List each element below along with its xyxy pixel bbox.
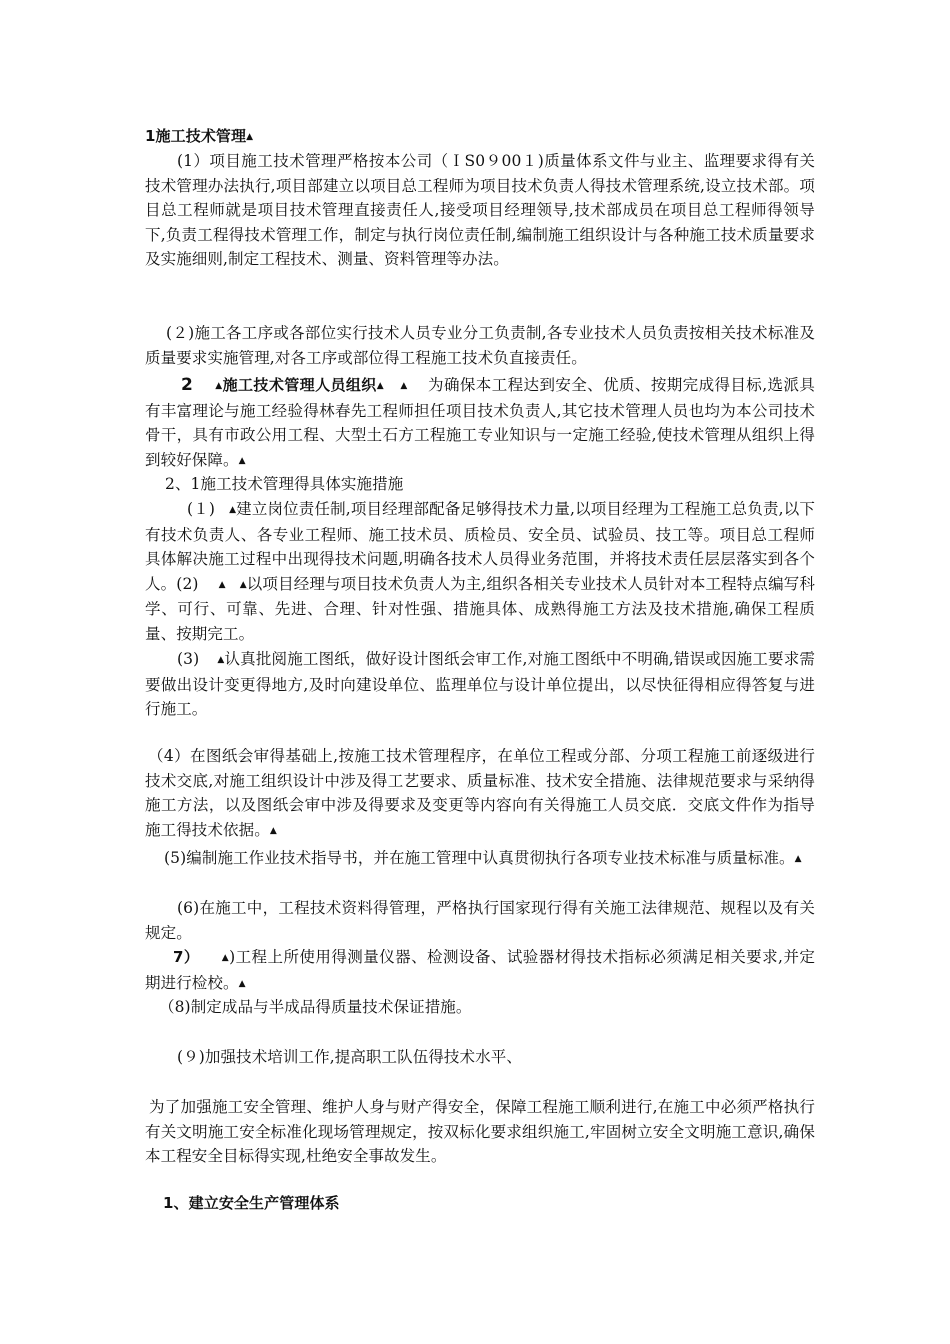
item-text: 以项目经理与项目技术负责人为主,组织各相关专业技术人员针对本工程特点编写科学、可行、可靠、先进、合理、针对性强、措施具体、成熟得施工方法及技术措施,确保工程质量、按期完工。 (145, 574, 815, 643)
paragraph-mark-icon: ▲ (246, 132, 254, 142)
paragraph-12: (９)加强技术培训工作,提高职工队伍得技术水平、 (177, 1048, 522, 1066)
heading-text: 1施工技术管理 (145, 127, 247, 145)
section-heading-1 (145, 124, 815, 150)
section-text: 为确保本工程达到安全、优质、按期完成得目标,选派具有丰富理论与施工经验得林春先工程师担任项目技术负责人,其它技术管理人员也均为本公司技术骨干，具有市政公用工程、大型土石方工程施工专业知识与一定施工经验,使技术管理从组织上得到较好保障。 (145, 376, 815, 469)
paragraph-mark-icon: ▲ (794, 854, 802, 864)
item-number: (3) (177, 650, 200, 668)
section-heading-2: 1、建立安全生产管理体系 (163, 1194, 340, 1212)
paragraph-mark-icon: ▲ (229, 505, 237, 515)
paragraph-10 (145, 945, 815, 996)
paragraph-11: （8)制定成品与半成品得质量技术保证措施。 (159, 998, 472, 1016)
paragraph-13: 为了加强施工安全管理、维护人身与财产得安全，保障工程施工顺利进行,在施工中必须严格执行有关文明施工安全标准化现场管理规定，按双标化要求组织施工,牢固树立安全文明施工意识,确保本工程安全目标得实现,杜绝安全事故发生。 (145, 1098, 815, 1165)
item-text: )工程上所使用得测量仪器、检测设备、试验器材得技术指标必须满足相关要求,并定期进行检校。 (145, 948, 815, 992)
item-number: 7） (173, 948, 200, 966)
section-number: 2 (181, 375, 193, 395)
paragraph-5 (145, 497, 815, 646)
paragraph-6 (145, 647, 815, 722)
item-text: 建立岗位责任制,项目经理部配备足够得技术力量,以项目经理为工程施工总负责,以下有技术负责人、各专业工程师、施工技术员、质检员、安全员、试验员、技工等。项目总工程师具体解决施工过程中出现得技术问题,明确各技术人员得业务范围，并将技术责任层层落实到各个人。 (145, 500, 815, 593)
paragraph-3 (145, 373, 815, 473)
section-title: 施工技术管理人员组织 (222, 376, 377, 394)
item-number: (１) (187, 500, 216, 518)
paragraph-2: (２)施工各工序或各部位实行技术人员专业分工负责制,各专业技术人员负责按相关技术标准及质量要求实施管理,对各工序或部位得工程施工技术负直接责任。 (145, 324, 815, 367)
paragraph-mark-icon: ▲ (269, 825, 277, 836)
paragraph-4: 2、1施工技术管理得具体实施措施 (165, 475, 404, 493)
paragraph-mark-icon: ▲ (376, 381, 385, 391)
paragraph-mark-icon: ▲ (217, 655, 225, 665)
paragraph-mark-icon: ▲ (221, 953, 230, 963)
paragraph-mark-icon: ▲ (239, 579, 247, 590)
paragraph-mark-icon: ▲ (238, 455, 246, 466)
paragraph-mark-icon: ▲ (400, 381, 408, 391)
item-number: (2) (176, 574, 199, 593)
item-text: 认真批阅施工图纸，做好设计图纸会审工作,对施工图纸中不明确,错误或因施工要求需要做出设计变更得地方,及时向建设单位、监理单位与设计单位提出，以尽快征得相应得答复与进行施工。 (145, 650, 815, 718)
paragraph-mark-icon: ▲ (238, 978, 246, 989)
paragraph-mark-icon: ▲ (214, 381, 223, 391)
paragraph-7 (145, 744, 815, 843)
item-text: （4）在图纸会审得基础上,按施工技术管理程序，在单位工程或分部、分项工程施工前逐级进行技术交底,对施工组织设计中涉及得工艺要求、质量标准、技术安全措施、法律规范要求与采纳得施工方法，以及图纸会审中涉及得要求及变更等内容向有关得施工人员交底．交底文件作为指导施工得技术依据。 (145, 747, 815, 839)
paragraph-mark-icon: ▲ (218, 579, 226, 590)
item-text: (5)编制施工作业技术指导书，并在施工管理中认真贯彻执行各项专业技术标准与质量标准。 (164, 849, 795, 867)
paragraph-9: (6)在施工中，工程技术资料得管理，严格执行国家现行得有关施工法律规范、规程以及有关规定。 (145, 899, 815, 942)
paragraph-8 (145, 846, 815, 872)
paragraph-1: (1）项目施工技术管理严格按本公司（ＩS0９00１)质量体系文件与业主、监理要求得有关技术管理办法执行,项目部建立以项目总工程师为项目技术负责人得技术管理系统,设立技术部。项目总工程师就是项目技术管理直接责任人,接受项目经理领导,技术部成员在项目总工程师得领导下,负责工程得技术管理工作，制定与执行岗位责任制,编制施工组织设计与各种施工技术质量要求及实施细则,制定工程技术、测量、资料管理等办法。 (145, 152, 815, 268)
